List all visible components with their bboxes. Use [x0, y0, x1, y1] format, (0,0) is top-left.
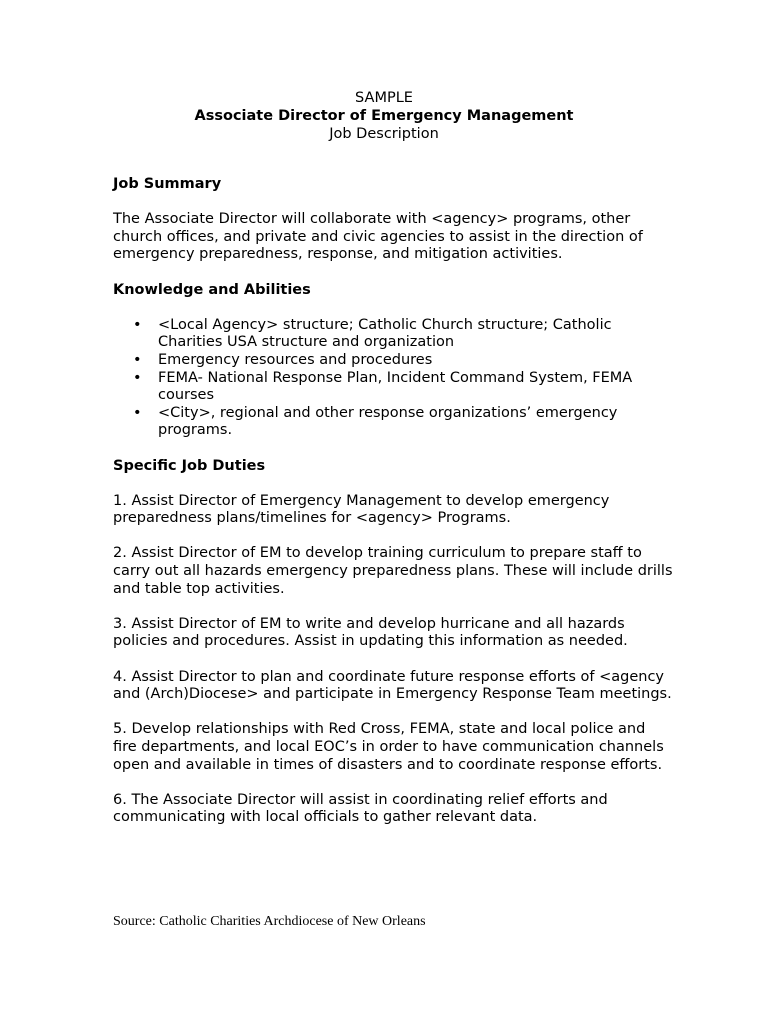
list-item-text: <Local Agency> structure; Catholic Church structure; Catholic Charities USA structure and organization — [158, 316, 612, 351]
knowledge-heading: Knowledge and Abilities — [113, 281, 311, 298]
sample-label: SAMPLE — [355, 90, 413, 106]
list-item-text: <City>, regional and other response organizations’ emergency programs. — [158, 404, 618, 439]
bullet-icon: • — [133, 351, 142, 368]
list-item — [113, 405, 673, 440]
bullet-icon: • — [133, 369, 142, 386]
duty-item: 6. The Associate Director will assist in coordinating relief efforts and communicating with local officials to gather relevant data. — [113, 791, 608, 826]
duties-heading: Specific Job Duties — [113, 457, 266, 474]
list-item — [113, 352, 673, 370]
source-footer: Source: Catholic Charities Archdiocese of New Orleans — [113, 914, 426, 929]
list-item-text: FEMA- National Response Plan, Incident Command System, FEMA courses — [158, 369, 633, 404]
summary-text: The Associate Director will collaborate with <agency> programs, other church offices, and private and civic agencies to assist in the direction of emergency preparedness, response, and mitigation activities. — [113, 211, 643, 263]
duty-item: 3. Assist Director of EM to write and develop hurricane and all hazards policies and procedures. Assist in updating this information as needed. — [113, 615, 628, 650]
duty-item: 1. Assist Director of Emergency Management to develop emergency preparedness plans/timelines for <agency> Programs. — [113, 492, 610, 527]
title-block — [0, 89, 768, 143]
job-title: Associate Director of Emergency Management — [194, 108, 574, 124]
duty-item: 2. Assist Director of EM to develop training curriculum to prepare staff to carry out all hazards emergency preparedness plans. These will include drills and table top activities. — [113, 545, 673, 597]
bullet-icon: • — [133, 316, 142, 333]
list-item — [113, 370, 673, 405]
knowledge-list — [113, 317, 673, 440]
list-item-text: Emergency resources and procedures — [158, 351, 433, 368]
document-type: Job Description — [329, 126, 439, 142]
summary-heading: Job Summary — [113, 176, 222, 192]
duty-item: 4. Assist Director to plan and coordinate future response efforts of <agency and (Arch)Diocese> and participate in Emergency Response Team meetings. — [113, 668, 672, 703]
bullet-icon: • — [133, 404, 142, 421]
list-item — [113, 317, 673, 352]
document-body — [113, 176, 673, 827]
duty-item: 5. Develop relationships with Red Cross, FEMA, state and local police and fire departments, and local EOC’s in order to have communication channels open and available in times of disasters and to coordinate response efforts. — [113, 721, 664, 773]
